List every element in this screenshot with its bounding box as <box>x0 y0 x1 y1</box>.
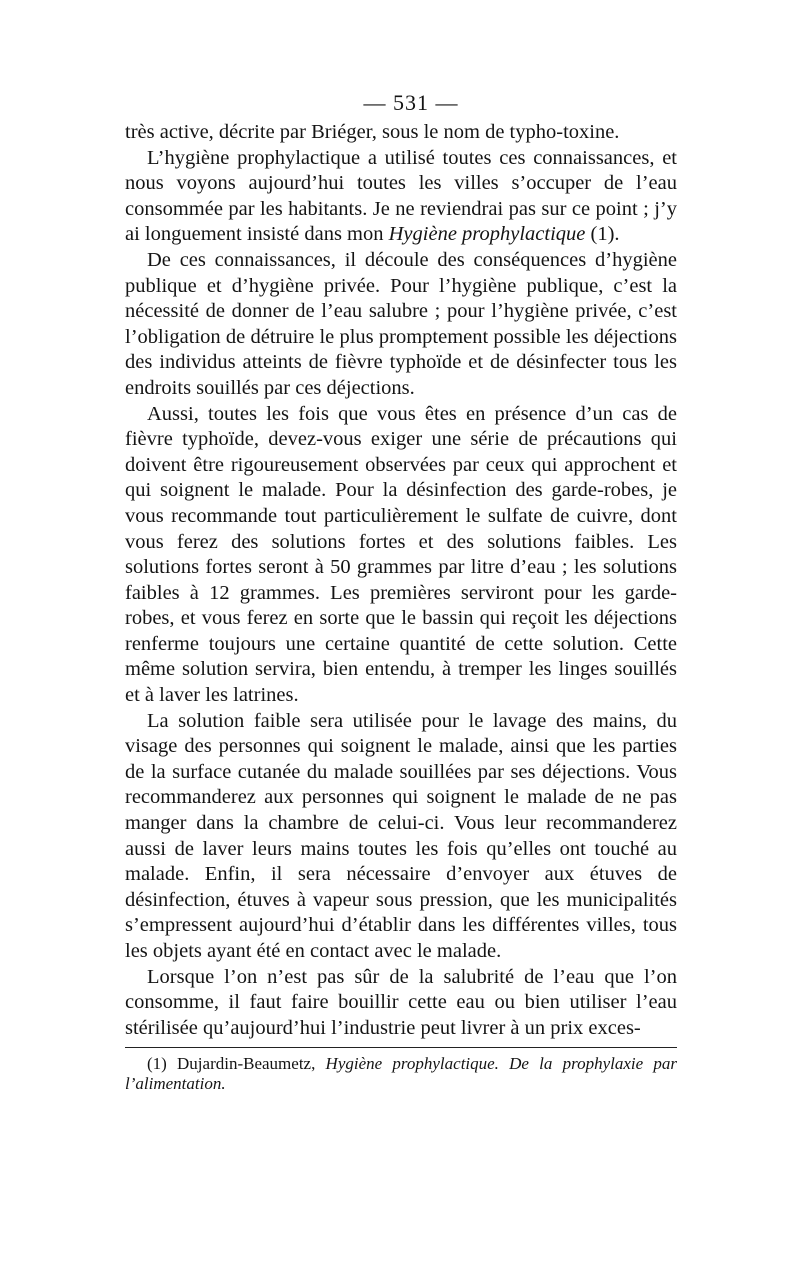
text-segment: (1). <box>585 223 620 246</box>
paragraph <box>125 120 677 146</box>
footnote-divider <box>125 1047 677 1048</box>
paragraph <box>125 402 677 709</box>
italic-text-segment: Hygiène prophylactique <box>388 223 586 246</box>
footnote <box>125 1054 677 1094</box>
text-segment: L’hygiène prophylactique a utilisé toutes ces connaissances, et nous voyons aujourd’hui toutes les villes s’occuper de l’eau consommée par les habitants. Je ne reviendrai pas sur ce point ; j’y ai longuement insisté dans mon <box>125 146 677 246</box>
paragraph <box>125 248 677 402</box>
text-segment: De ces connaissances, il découle des conséquences d’hygiène publique et d’hygiène privée. Pour l’hygiène publique, c’est la nécessité de donner de l’eau salubre ; pour l’hygiène privée, c’est l’obligation de détruire le plus promptement possible les déjections des individus atteints de fièvre typhoïde et de désinfecter tous les endroits souillés par ces déjections. <box>125 248 677 399</box>
text-segment: très active, décrite par Briéger, sous le nom de typho-toxine. <box>125 121 620 143</box>
paragraph <box>125 965 677 1042</box>
book-page <box>125 86 677 1094</box>
page-number: — 531 — <box>363 90 459 115</box>
paragraph <box>125 709 677 965</box>
text-segment: La solution faible sera utilisée pour le lavage des mains, du visage des personnes qui soignent le malade, ainsi que les parties de la surface cutanée du malade souillées par ses déjections. Vous recommanderez aux personnes qui soignent le malade de ne pas manger dans la chambre de celui-ci. Vous leur recommanderez aussi de laver leurs mains toutes les fois qu’elles ont touché au malade. Enfin, il sera nécessaire d’envoyer aux étuves de désinfection, étuves à vapeur sous pression, que les municipalités s’empressent aujourd’hui d’établir dans les différentes villes, tous les objets ayant été en contact avec le malade. <box>125 709 677 962</box>
italic-text-segment: Hygiène prophylactique. De la prophylaxie par l’alimentation. <box>125 1054 677 1094</box>
text-segment: Aussi, toutes les fois que vous êtes en présence d’un cas de fièvre typhoïde, devez-vous exiger une série de précautions qui doivent être rigoureusement observées par ceux qui approchent et qui soignent le malade. Pour la désinfection des garde-robes, je vous recommande tout particulièrement le sulfate de cuivre, dont vous ferez des solutions fortes et des solutions faibles. Les solutions fortes seront à 50 grammes par litre d’eau ; les solutions faibles à 12 grammes. Les premières serviront pour les garde-robes, et vous ferez en sorte que le bassin qui reçoit les déjections renferme toujours une certaine quantité de cette solution. Cette même solution servira, bien entendu, à tremper les linges souillés et à laver les latrines. <box>125 402 677 707</box>
text-segment: (1) Dujardin-Beaumetz, <box>147 1054 326 1074</box>
paragraph <box>125 146 677 248</box>
text-segment: Lorsque l’on n’est pas sûr de la salubrité de l’eau que l’on consomme, il faut faire bouillir cette eau ou bien utiliser l’eau stérilisée qu’aujourd’hui l’industrie peut livrer à un prix exces- <box>125 965 677 1039</box>
body-text <box>125 120 677 1041</box>
